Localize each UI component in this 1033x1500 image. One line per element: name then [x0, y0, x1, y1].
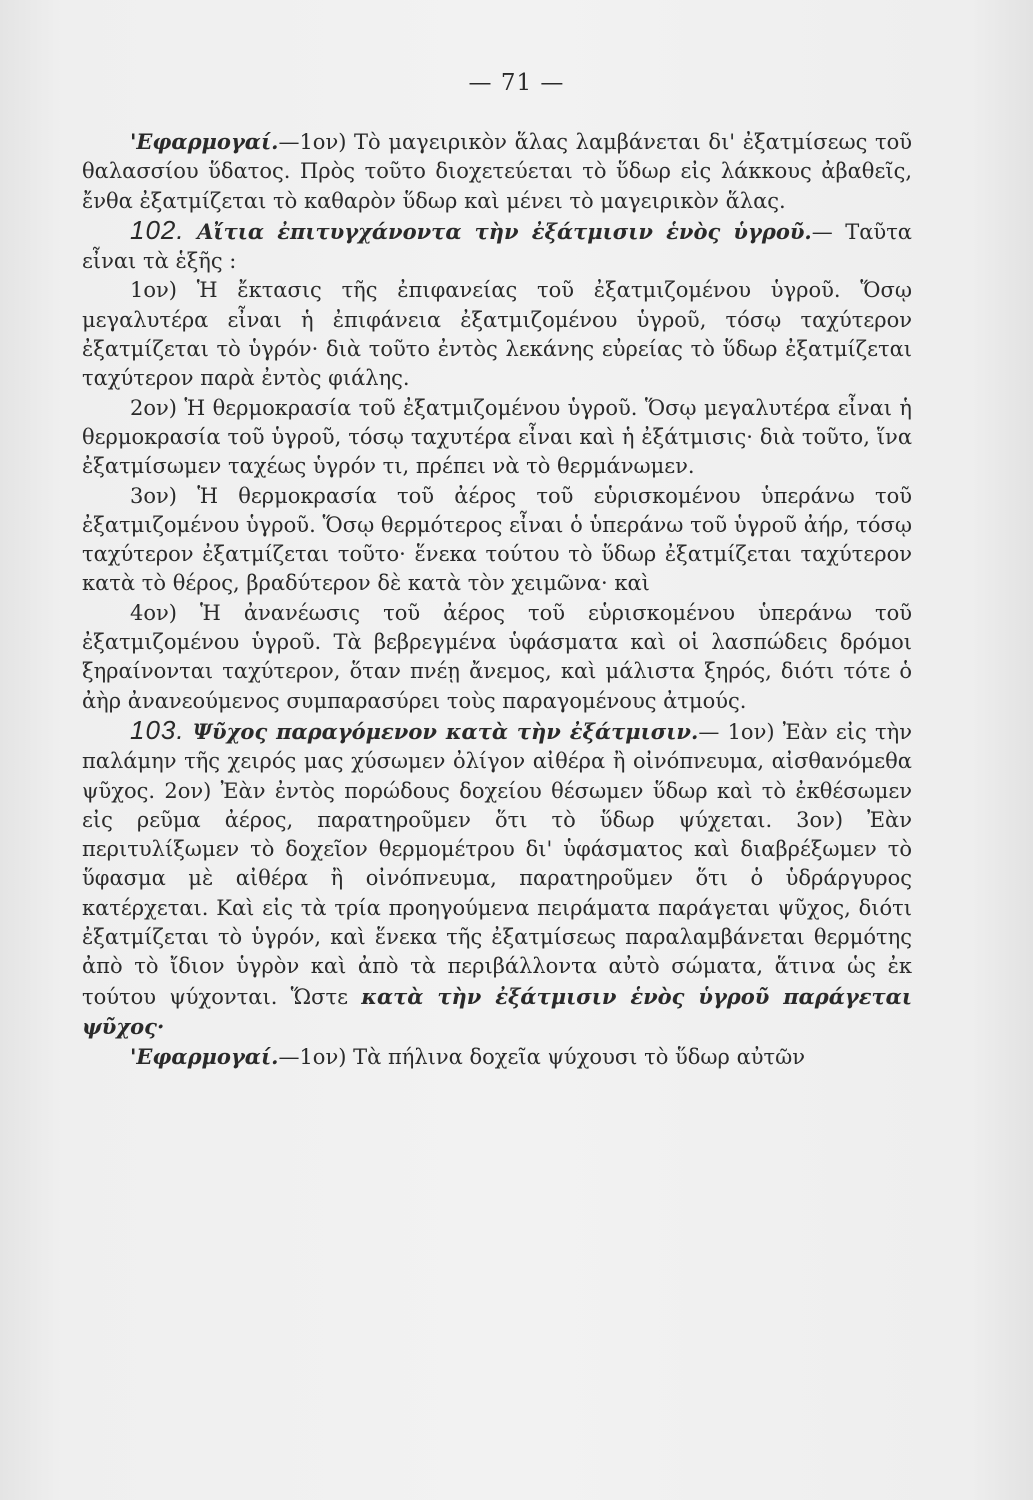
paragraph-factor-2: 2ον) Ἡ θερμοκρασία τοῦ ἐξατμιζομένου ὑγροῦ. Ὅσῳ μεγαλυτέρα εἶναι ἡ θερμοκρασία τοῦ ὑγροῦ, τόσῳ ταχυτέρα εἶναι καὶ ἡ ἐξάτμισις· διὰ τοῦτο, ἵνα ἐξατμίσωμεν ταχέως ὑγρόν τι, πρέπει νὰ τὸ θερμάνωμεν. — [82, 395, 912, 479]
applications-label: 'Εφαρμογαί. — [130, 1044, 279, 1070]
paragraph-factor-1: 1ον) Ἡ ἔκτασις τῆς ἐπιφανείας τοῦ ἐξατμιζομένου ὑγροῦ. Ὅσῳ μεγαλυτέρα εἶναι ἡ ἐπιφάνεια ἐξατμιζομένου ὑγροῦ, τόσῳ ταχύτερον ἐξατμίζεται τὸ ὑγρόν· διὰ τοῦτο ἐντὸς λεκάνης εὐρείας τὸ ὕδωρ ἐξατμίζεται ταχύτερον παρὰ ἐντὸς φιάλης. — [82, 278, 912, 391]
section-103 — [82, 716, 912, 1042]
paragraph-factor-3: 3ον) Ἡ θερμοκρασία τοῦ ἀέρος τοῦ εὑρισκομένου ὑπεράνω τοῦ ἐξατμιζομένου ὑγροῦ. Ὅσῳ θερμότερος εἶναι ὁ ὑπεράνω τοῦ ὑγροῦ ἀήρ, τόσῳ ταχύτερον ἐξατμίζεται τοῦτο· ἕνεκα τούτου τὸ ὕδωρ ἐξατμίζεται ταχύτερον κατὰ τὸ θέρος, βραδύτερον δὲ κατὰ τὸν χειμῶνα· καὶ — [82, 483, 912, 596]
section-number: 103. — [130, 714, 185, 745]
paragraph-text: — Ταῦτα εἶναι τὰ ἑξῆς : — [82, 219, 912, 274]
page-body — [82, 127, 912, 1073]
paragraph-applications-clay — [82, 1042, 912, 1072]
section-102 — [82, 216, 912, 277]
page-number: — 71 — — [468, 70, 565, 96]
applications-label: 'Εφαρμογαί. — [130, 129, 279, 154]
paragraph-factor-4: 4ον) Ἡ ἀνανέωσις τοῦ ἀέρος τοῦ εὑρισκομένου ὑπεράνω τοῦ ἐξατμιζομένου ὑγροῦ. Τὰ βεβρεγμένα ὑφάσματα καὶ οἱ λασπώδεις δρόμοι ξηραίνονται ταχύτερον, ὅταν πνέῃ ἄνεμος, καὶ μάλιστα ξηρός, διότι τότε ὁ ἀὴρ ἀνανεούμενος συμπαρασύρει τοὺς παραγομένους ἀτμούς. — [82, 600, 912, 713]
section-heading: Ψῦχος παραγόμενον κατὰ τὴν ἐξάτμισιν. — [192, 718, 699, 744]
paragraph-applications-salt — [82, 127, 912, 216]
section-number: 102. — [130, 214, 185, 245]
paragraph-text: — 1ον) Ἐὰν εἰς τὴν παλάμην τῆς χειρός μας χύσωμεν ὀλίγον αἰθέρα ἢ οἰνόπνευμα, αἰσθανόμεθα ψῦχος. 2ον) Ἐὰν ἐντὸς πορώδους δοχείου θέσωμεν ὕδωρ καὶ τὸ ἐκθέσωμεν εἰς ρεῦμα ἀέρος, παρατηροῦμεν ὅτι τὸ ὕδωρ ψύχεται. 3ον) Ἐὰν περιτυλίξωμεν τὸ δοχεῖον θερμομέτρου δι' ὑφάσματος καὶ διαβρέξωμεν τὸ ὕφασμα μὲ αἰθέρα ἢ οἰνόπνευμα, παρατηροῦμεν ὅτι ὁ ὑδράργυρος κατέρχεται. Καὶ εἰς τὰ τρία προηγούμενα πειράματα παράγεται ψῦχος, διότι ἐξατμίζεται τὸ ὑγρόν, καὶ ἕνεκα τῆς ἐξατμίσεως παραλαμβάνεται θερμότης ἀπὸ τὸ ἴδιον ὑγρὸν καὶ ἀπὸ τὰ περιβάλλοντα αὐτὸ σώματα, ἅτινα ὡς ἐκ τούτου ψύχονται. Ὥστε — [82, 719, 912, 1009]
section-heading: Αἴτια ἐπιτυγχάνοντα τὴν ἐξάτμισιν ἑνὸς ὑγροῦ. — [197, 218, 812, 244]
paragraph-text: —1ον) Τὰ πήλινα δοχεῖα ψύχουσι τὸ ὕδωρ αὐτῶν — [278, 1045, 806, 1070]
section-conclusion: κατὰ τὴν ἐξάτμισιν ἑνὸς ὑγροῦ παράγεται ψῦχος· — [82, 983, 912, 1039]
paragraph-text: —1ον) Τὸ μαγειρικὸν ἅλας λαμβάνεται δι' ἐξατμίσεως τοῦ θαλασσίου ὕδατος. Πρὸς τοῦτο διοχετεύεται τὸ ὕδωρ εἰς λάκκους ἀβαθεῖς, ἔνθα ἐξατμίζεται τὸ καθαρὸν ὕδωρ καὶ μένει τὸ μαγειρικὸν ἅλας. — [82, 130, 912, 213]
